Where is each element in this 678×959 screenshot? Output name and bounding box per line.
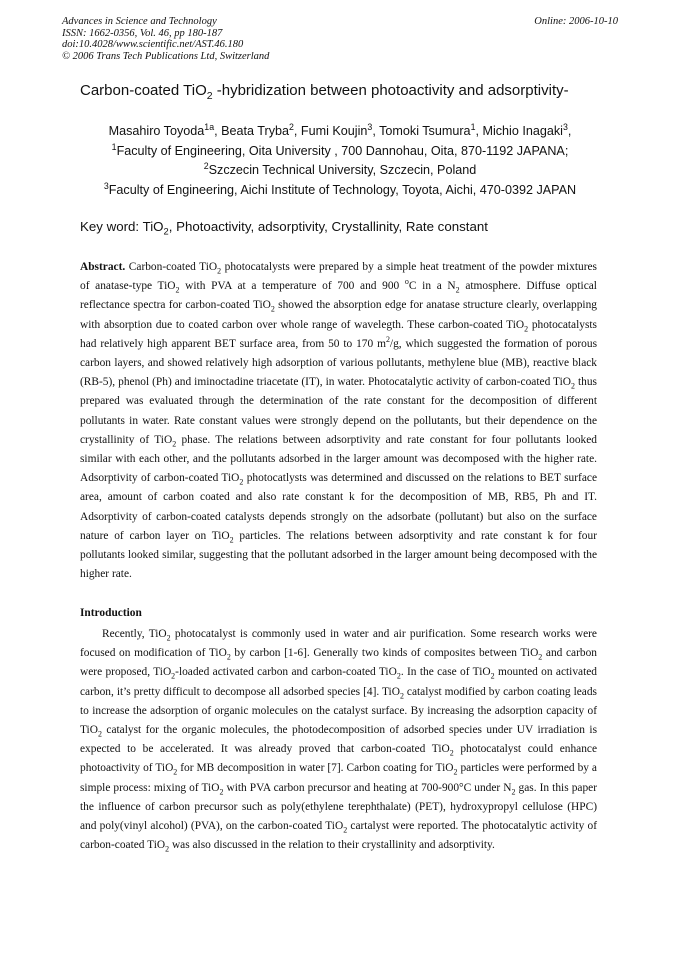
journal-doi: doi:10.4028/www.scientific.net/AST.46.180 — [62, 39, 244, 51]
journal-issn: ISSN: 1662-0356, Vol. 46, pp 180-187 — [62, 27, 223, 39]
journal-header — [62, 16, 618, 62]
keywords: Key word: TiO$_2$, Photoactivity, adsorptivity, Crystallinity, Rate constant — [80, 219, 488, 237]
affiliation-1: $^1$Faculty of Engineering, Oita University , 700 Dannohau, Oita, 870-1192 JAPANA; — [111, 141, 569, 158]
affiliation-2: $^2$Szczecin Technical University, Szczecin, Poland — [203, 160, 477, 177]
author-list: Masahiro Toyoda$^{1a}$, Beata Tryba$^2$, Fumi Koujin$^3$, Tomoki Tsumura$^1$, Michio Inagaki$^3$, — [108, 121, 572, 138]
paper-title: Carbon-coated TiO$_2$ -hybridization between photoactivity and adsorptivity- — [80, 82, 569, 102]
affiliation-3: $^3$Faculty of Engineering, Aichi Institute of Technology, Toyota, Aichi, 470-0392 JAPAN — [103, 180, 577, 197]
abstract-label: Abstract. — [80, 261, 126, 273]
introduction-paragraph: Recently, TiO$_2$ photocatalyst is commonly used in water and air purification. Some research works were focused on modification of TiO$_2$ by carbon [1-6]. Generally two kinds of composites between TiO$_2$ and carbon were proposed, TiO$_2$-loaded activated carbon and carbon-coated TiO$_2$. In the case of TiO$_2$ mounted on activated carbon, it’s pretty difficult to decompose all adsorbed species [4]. TiO$_2$ catalyst modified by carbon coating leads to increase the adsorption of organic molecules on the catalyst surface. By increasing the adsorption capacity of TiO$_2$ catalyst for the organic molecules, the photodecomposition of adsorbed species under UV irradiation is expected to be accelerated. It was already proved that carbon-coated TiO$_2$ photocatalyst could enhance photoactivity of TiO$_2$ for MB decomposition in water [7]. Carbon coating for TiO$_2$ particles were performed by a simple process: mixing of TiO$_2$ with PVA carbon precursor and heating at 700-900°C under $N_2$ gas. In this paper the influence of carbon precursor such as poly(ethylene terephthalate) (PET), hydroxypropyl cellulose (HPC) and poly(vinyl alcohol) (PVA), on the carbon-coated TiO$_2$ cartalyst were reported. The photocatalytic activity of carbon-coated TiO$_2$ was also discussed in the relation to their crystallinity and adsorptivity. — [80, 628, 598, 854]
authors-block — [62, 122, 618, 200]
section-heading-introduction: Introduction — [80, 607, 142, 619]
journal-copyright: © 2006 Trans Tech Publications Ltd, Switzerland — [62, 50, 270, 62]
online-date: Online: 2006-10-10 — [534, 16, 618, 27]
journal-name: Advances in Science and Technology — [62, 16, 217, 27]
abstract: Abstract. Carbon-coated TiO$_2$ photocatalysts were prepared by a simple heat treatment of the powder mixtures of anatase-type TiO$_2$ with PVA at a temperature of 700 and 900 $^o$C in a $N_2$ atmosphere. Diffuse optical reflectance spectra for carbon-coated TiO$_2$ showed the absorption edge for anatase structure clearly, overlapping with absorption due to coated carbon over whole range of wavelegth. These carbon-coated TiO$_2$ photocatalysts had relatively high apparent BET surface area, from 50 to 170 $m^2/g$, which suggested the formation of porous carbon layers, and showed relatively high adsorption of various pollutants, methylene blue (MB), reactive black (RB-5), phenol (Ph) and iminoctadine triacetate (IT), in water. Photocatalytic activity of carbon-coated TiO$_2$ thus prepared was evaluated through the determination of the rate constant for the decomposition of different pollutants in water. Rate constant values were strongly depend on the pollutants, but their dependence on the crystallinity of TiO$_2$ phase. The relations between adsorptivity and rate constant for four pollutants looked similar with each other, and the pollutants adsorbed in the larger amount was decomposed with the higher rate. Adsorptivity of carbon-coated TiO$_2$ photocatlysts was determined and discussed on the relations to BET surface area, amount of carbon coated and also rate constant k for the decomposition of MB, RB5, Ph and IT. Adsorptivity of carbon-coated catalysts depends strongly on the adsorbate (pollutant) but also on the surface nature of carbon layer on TiO$_2$ particles. The relations between adsorptivity and rate constant k for four pollutants looked similar, suggesting that the pollutant adsorbed in the larger amount being decomposed with the higher rate. — [80, 261, 597, 581]
